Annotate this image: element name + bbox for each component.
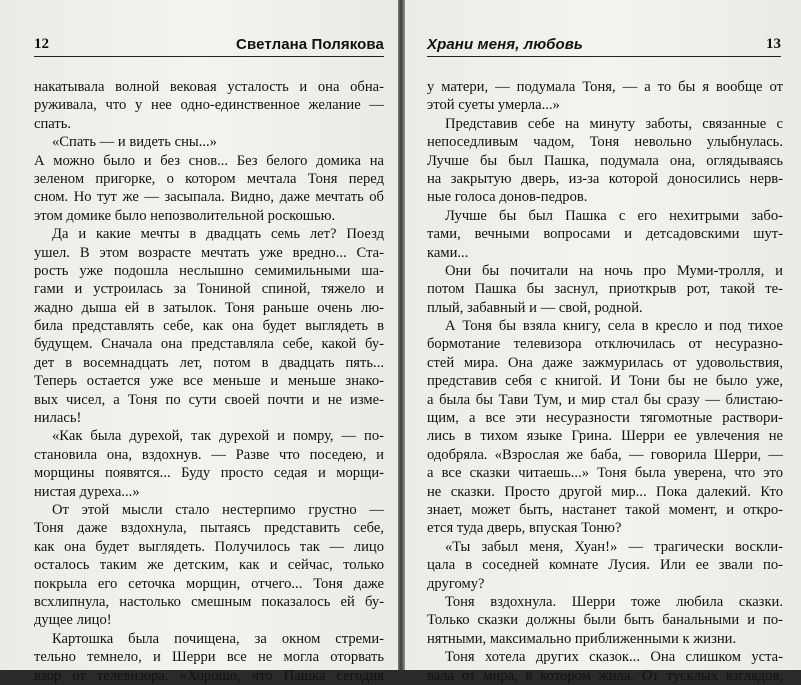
text-line: нистая дуреха...» <box>34 483 140 500</box>
right-text-block <box>427 78 783 685</box>
text-line: тами, вечными вопросами и детсадовскими шут- <box>427 226 783 243</box>
text-line: била представлять себе, как она будет выглядеть в <box>34 318 384 335</box>
text-line: зеленом пригорке, о котором мечтала Тоня перед <box>34 170 384 187</box>
text-line: всхлипнула, настолько смешным показалось ей бу- <box>34 593 384 610</box>
text-line: нилась! <box>34 410 82 427</box>
text-line: «Ты забыл меня, Хуан!» — трагически воскли- <box>445 538 783 555</box>
text-line: а все сказки читаешь...» Тоня была уверена, что это <box>427 465 783 482</box>
text-line: одобряла. «Взрослая же баба, — говорила Шерри, — <box>427 446 783 463</box>
text-line: Картошка была почищена, за окном стреми- <box>52 630 384 647</box>
text-line: Лучше бы был Пашка, подумала она, оглядываясь <box>427 152 783 169</box>
text-line: руживала, что у нее одно-единственное желание — <box>34 97 384 114</box>
text-line: а была бы Тави Тум, и мир стал бы сразу — блистаю- <box>427 391 783 408</box>
text-line: представив себя с книгой. И Тони бы не было уже, <box>427 373 783 390</box>
text-line: становила она, вздохнув. — Разве что поседею, и <box>34 446 384 463</box>
text-line: осталось таким же детским, как и сейчас, только <box>34 557 384 574</box>
text-line: От этой мысли стало нестерпимо грустно — <box>52 501 384 518</box>
text-line: вала от мира, в котором жила. От тусклых взглядов, <box>427 667 783 684</box>
right-page-number: 13 <box>766 36 781 52</box>
text-line: тельно темнело, и Шерри все не могла оторвать <box>34 649 384 666</box>
left-running-head-author: Светлана Полякова <box>236 36 384 53</box>
text-line: потом Пашка бы заснул, приоткрыв рот, такой те- <box>427 281 783 298</box>
text-line: ушел. В этом возрасте мечтать уже вредно... Ста- <box>34 244 384 261</box>
text-line: другому? <box>427 575 485 592</box>
right-running-head-title: Храни меня, любовь <box>427 36 583 53</box>
text-line: Представив себе на минуту заботы, связанные с <box>445 115 783 132</box>
text-line: взор от телевизора. «Хорошо, что Пашка сегодня <box>34 667 384 684</box>
text-line: спать. <box>34 115 72 132</box>
left-text-block <box>34 78 384 685</box>
left-page-number: 12 <box>34 36 49 52</box>
text-line: вых чисел, а Тоня по сути своей почти и не изме- <box>34 391 384 408</box>
text-line: этой суеты умерла...» <box>427 97 560 114</box>
text-line: А можно было и без снов... Без белого домика на <box>34 152 384 169</box>
text-line: у матери, — подумала Тоня, — а то бы я вообще от <box>427 79 783 95</box>
text-line: бормотание телевизора отключилась от несуразно- <box>427 336 783 353</box>
text-line: «Как была дурехой, так дурехой и помру, — по- <box>52 428 384 445</box>
text-line: цала в соседней комнате Лусия. Или ее звали по- <box>427 557 783 574</box>
text-line: Да и какие мечты в двадцать семь лет? Поезд <box>52 226 384 243</box>
text-line: А Тоня бы взяла книгу, села в кресло и под тихое <box>445 318 783 335</box>
text-line: этом домике было непозволительной роскошью. <box>34 207 336 224</box>
text-line: Тоня даже вздохнула, пытаясь представить себе, <box>34 520 384 537</box>
text-line: покрыла его сеточка морщин, отчего... Тоня даже <box>34 575 384 592</box>
text-line: на закрытую дверь, из-за которой доносились нерв- <box>427 170 783 187</box>
text-line: ками... <box>427 244 469 261</box>
text-line: «Спать — и видеть сны...» <box>52 134 217 151</box>
text-line: сном. Но тут же — засыпала. Видно, даже мечтать об <box>34 189 384 206</box>
text-line: стей мира. Она даже зажмурилась от удовольствия, <box>427 354 783 371</box>
text-line: Тоня вздохнула. Шерри тоже любила сказки. <box>445 593 783 610</box>
text-line: Тоня хотела других сказок... Она слишком уста- <box>445 649 783 666</box>
text-line: как она будет выглядеть. Получилось так — лицо <box>34 538 384 555</box>
text-line: накатывала волной вековая усталость и она обна- <box>34 79 384 95</box>
text-line: Только сказки должны были быть банальными и по- <box>427 612 783 629</box>
right-running-header <box>427 30 781 57</box>
text-line: Теперь остается уже все меньше и меньше знако- <box>34 373 384 390</box>
text-line: жадно дыша ей в затылок. Тоня раньше очень лю- <box>34 299 384 316</box>
text-line: непоседливым чадом, Тоня невольно улыбнулась. <box>427 134 783 151</box>
text-line: морщины появятся... Буду просто седая и морщи- <box>34 465 384 482</box>
text-line: Лучше бы был Пашка с его нехитрыми забо- <box>445 207 783 224</box>
text-line: рость уже подошла неслышно семимильными ша- <box>34 262 384 279</box>
left-running-header <box>34 30 384 57</box>
text-line: лись в тихом языке Грина. Шерри ее увлечения не <box>427 428 783 445</box>
text-line: знает, может быть, настанет такой момент, и откро- <box>427 501 783 518</box>
text-line: дет в восемнадцать лет, потом в двадцать пять... <box>34 354 384 371</box>
text-line: гами и устроилась за Тониной спиной, тяжело и <box>34 281 384 298</box>
right-page <box>404 0 801 684</box>
left-page <box>0 0 399 684</box>
text-line: не сказки. Просто другой мир... Пока далекий. Кто <box>427 483 783 500</box>
text-line: щим, а все эти несуразности тягомотные раствори- <box>427 410 783 427</box>
text-line: Они бы почитали на ночь про Муми-тролля, и <box>445 262 783 279</box>
text-line: плый, забавный и — свой, родной. <box>427 299 643 316</box>
text-line: нятными, максимально приближенными к жизни. <box>427 630 737 647</box>
text-line: будущем. Сначала она представляла себе, какой бу- <box>34 336 384 353</box>
text-line: дущее лицо! <box>34 612 112 629</box>
text-line: ется туда дверь, впуская Тоню? <box>427 520 622 537</box>
text-line: ные голоса донов-педров. <box>427 189 588 206</box>
